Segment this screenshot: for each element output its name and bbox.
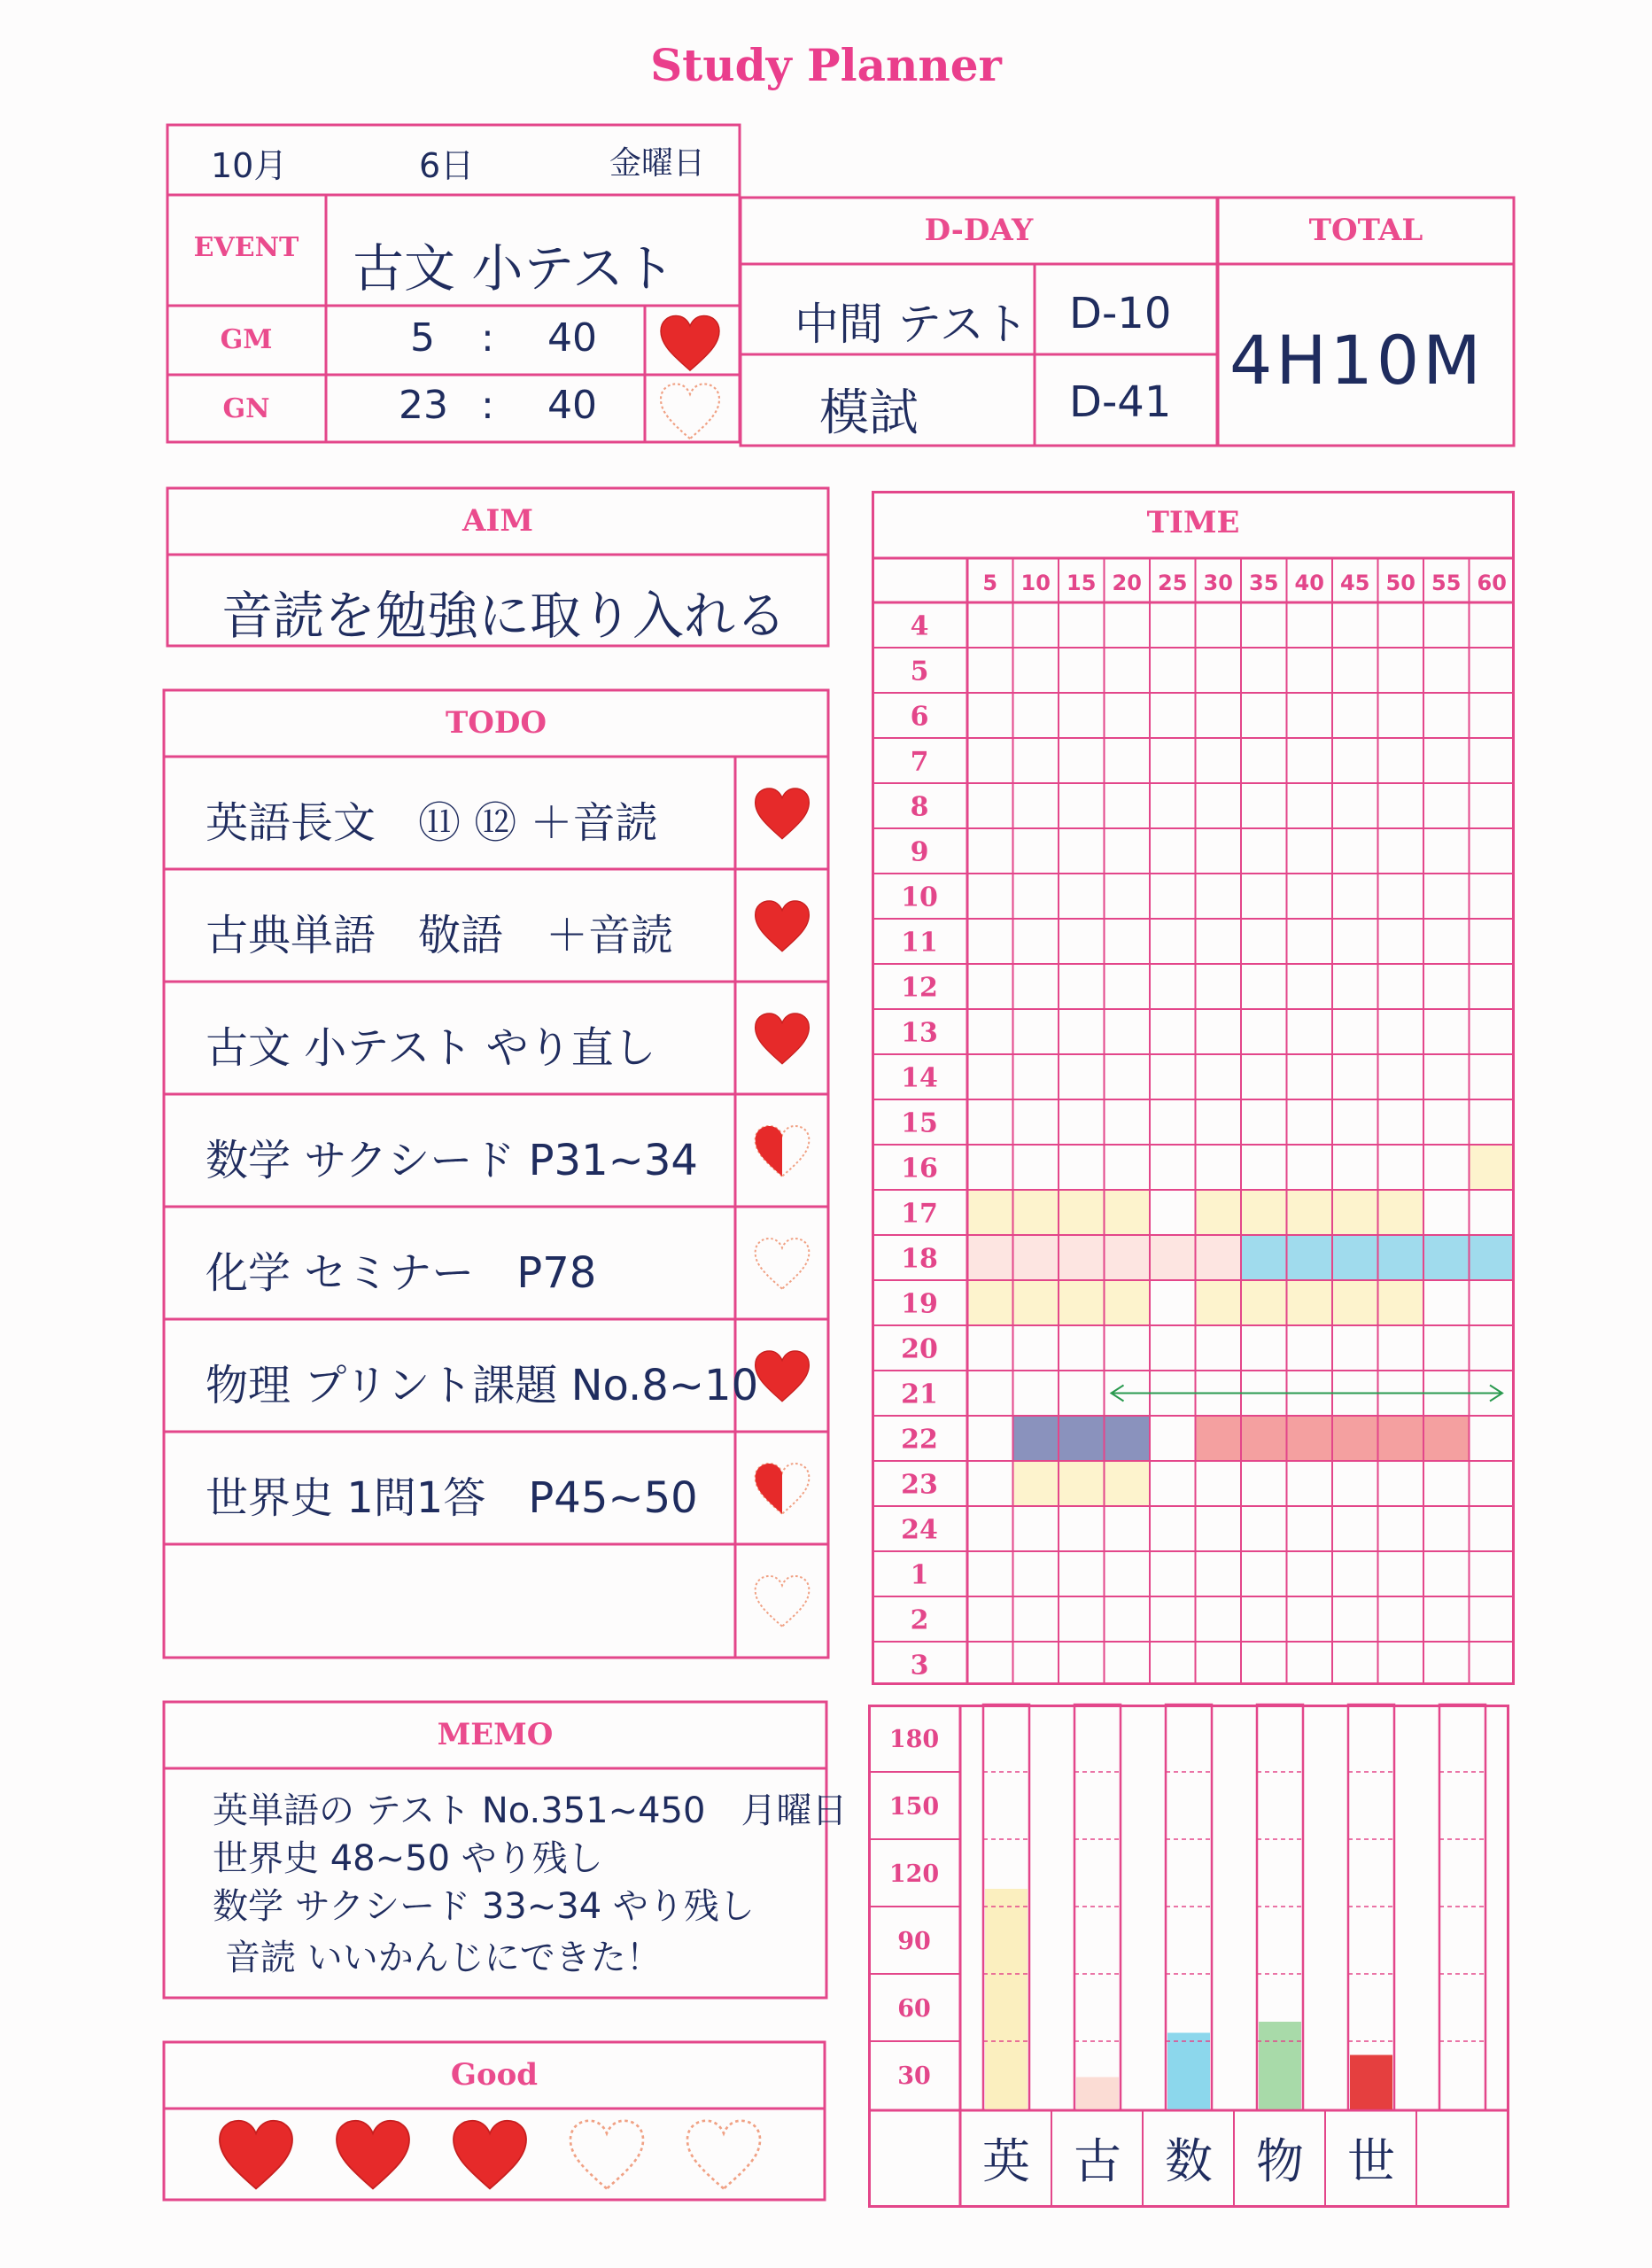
chart-bar-frame-6 xyxy=(1439,1705,1485,2110)
minute-label-40: 40 xyxy=(1294,571,1324,595)
chart-bar-3 xyxy=(1167,2033,1210,2111)
chart-ytick-label-60: 60 xyxy=(897,1995,931,2023)
gm-label: GM xyxy=(220,324,273,355)
hour-label-21: 21 xyxy=(901,1379,938,1410)
minute-label-20: 20 xyxy=(1112,571,1142,595)
dday-box xyxy=(740,197,1218,447)
hour-label-17: 17 xyxy=(901,1198,938,1230)
chart-ytick-label-150: 150 xyxy=(888,1793,940,1821)
minute-label-15: 15 xyxy=(1066,571,1097,595)
minute-label-35: 35 xyxy=(1249,571,1279,595)
hour-label-2: 2 xyxy=(910,1604,929,1636)
time-box xyxy=(872,491,1515,1685)
memo-line-1: 英単語の テスト No.351~450 月曜日 xyxy=(213,1790,848,1831)
todo-heart-icon-3 xyxy=(753,1012,811,1067)
hour-label-18: 18 xyxy=(901,1243,938,1275)
event-value: 古文 小テスト xyxy=(353,238,676,299)
hour-label-3: 3 xyxy=(910,1650,929,1682)
good-heart-icon-1 xyxy=(216,2119,296,2192)
todo-item-7: 世界史 1問1答 P45~50 xyxy=(206,1473,698,1523)
hour-label-24: 24 xyxy=(901,1514,938,1546)
gm-minute: 40 xyxy=(547,315,597,361)
minute-label-50: 50 xyxy=(1385,571,1415,595)
good-label: Good xyxy=(450,2057,539,2093)
todo-item-5: 化学 セミナー P78 xyxy=(206,1248,597,1298)
dday-1-name: 中間 テスト xyxy=(795,299,1028,350)
hour-label-9: 9 xyxy=(910,836,929,868)
hour-label-6: 6 xyxy=(910,701,929,733)
todo-box xyxy=(163,689,829,1658)
chart-category-label-3: 数 xyxy=(1165,2133,1213,2189)
todo-item-4: 数学 サクシード P31~34 xyxy=(206,1136,698,1185)
subject-chart-box xyxy=(868,1705,1509,2208)
minute-label-5: 5 xyxy=(982,571,998,595)
todo-heart-icon-7 xyxy=(753,1462,811,1517)
date-weekday: 金曜日 xyxy=(609,145,706,182)
minute-label-25: 25 xyxy=(1158,571,1188,595)
date-day: 6日 xyxy=(419,146,475,185)
todo-heart-icon-2 xyxy=(753,899,811,954)
gm-sep: : xyxy=(481,315,494,361)
minute-label-55: 55 xyxy=(1431,571,1462,595)
hour-label-10: 10 xyxy=(901,882,938,913)
hour-label-20: 20 xyxy=(901,1333,938,1365)
dday-2-name: 模試 xyxy=(819,384,919,442)
gn-label: GN xyxy=(222,393,270,424)
aim-label: AIM xyxy=(462,503,533,539)
total-box xyxy=(1217,197,1515,447)
gn-sep: : xyxy=(481,383,494,428)
hour-label-16: 16 xyxy=(901,1153,938,1184)
chart-ytick-label-90: 90 xyxy=(897,1928,931,1955)
todo-heart-icon-6 xyxy=(753,1349,811,1404)
aim-box xyxy=(167,487,829,647)
good-heart-icon-3 xyxy=(450,2119,530,2192)
memo-box xyxy=(163,1701,848,1999)
time-border xyxy=(873,493,1514,1684)
chart-ytick-label-180: 180 xyxy=(888,1726,940,1753)
hour-label-13: 13 xyxy=(901,1017,938,1049)
memo-line-4: 音読 いいかんじにできた！ xyxy=(225,1938,662,1978)
gn-minute: 40 xyxy=(547,383,597,428)
chart-bar-frame-2 xyxy=(1074,1705,1121,2110)
date-month: 10月 xyxy=(211,146,288,185)
total-value: 4H10M xyxy=(1229,321,1485,400)
chart-category-label-5: 世 xyxy=(1347,2133,1395,2189)
hour-label-7: 7 xyxy=(910,746,929,778)
chart-bar-1 xyxy=(985,1889,1028,2110)
gm-hour: 5 xyxy=(410,315,435,361)
todo-label: TODO xyxy=(445,705,547,741)
chart-bar-5 xyxy=(1350,2055,1392,2111)
dday-1-count: D-10 xyxy=(1069,289,1172,338)
chart-ytick-label-30: 30 xyxy=(897,2062,931,2090)
time-label: TIME xyxy=(1146,505,1240,540)
gm-heart-icon xyxy=(658,315,722,373)
chart-category-label-1: 英 xyxy=(982,2133,1030,2189)
event-label: EVENT xyxy=(193,232,299,263)
todo-item-3: 古文 小テスト やり直し xyxy=(206,1023,656,1073)
hour-label-1: 1 xyxy=(910,1559,929,1591)
hour-label-19: 19 xyxy=(901,1288,938,1320)
chart-bar-2 xyxy=(1076,2078,1119,2111)
todo-heart-icon-1 xyxy=(753,787,811,842)
hour-label-12: 12 xyxy=(901,972,938,1004)
good-heart-icon-4 xyxy=(567,2119,647,2192)
hour-label-4: 4 xyxy=(910,610,929,642)
hour-label-14: 14 xyxy=(901,1062,938,1094)
good-box xyxy=(163,2041,826,2201)
good-heart-icon-5 xyxy=(684,2119,764,2192)
todo-heart-icon-5 xyxy=(753,1237,811,1292)
memo-line-2: 世界史 48~50 やり残し xyxy=(213,1838,603,1879)
todo-item-1: 英語長文 ⑪ ⑫ ＋音読 xyxy=(206,798,658,848)
chart-category-label-4: 物 xyxy=(1256,2133,1304,2189)
hour-label-22: 22 xyxy=(901,1424,938,1456)
minute-label-30: 30 xyxy=(1203,571,1233,595)
memo-line-3: 数学 サクシード 33~34 やり残し xyxy=(213,1886,755,1927)
time-block-3 xyxy=(1470,1145,1516,1190)
time-block-8 xyxy=(1013,1416,1151,1461)
time-block-2 xyxy=(1196,1190,1424,1235)
dday-label: D-DAY xyxy=(924,213,1034,248)
subject-bar-chart xyxy=(868,1705,1509,2208)
chart-category-label-2: 古 xyxy=(1074,2133,1121,2189)
todo-heart-icon-8 xyxy=(753,1574,811,1629)
minute-label-60: 60 xyxy=(1477,571,1507,595)
chart-ytick-label-120: 120 xyxy=(888,1860,940,1888)
time-block-10 xyxy=(1013,1461,1151,1506)
hour-label-23: 23 xyxy=(901,1469,938,1501)
gn-hour: 23 xyxy=(399,383,448,428)
hour-label-8: 8 xyxy=(910,791,929,823)
aim-value: 音読を勉強に取り入れる xyxy=(221,586,787,646)
chart-bar-4 xyxy=(1259,2022,1301,2110)
chart-bar-frame-5 xyxy=(1348,1705,1394,2110)
dday-2-count: D-41 xyxy=(1069,377,1172,427)
date-event-box xyxy=(167,124,741,443)
memo-label: MEMO xyxy=(437,1717,554,1752)
todo-heart-icon-4 xyxy=(753,1124,811,1179)
hour-label-5: 5 xyxy=(910,656,929,687)
time-block-7 xyxy=(1196,1280,1424,1325)
page-title: Study Planner xyxy=(650,39,1002,91)
todo-item-2: 古典単語 敬語 ＋音読 xyxy=(206,911,674,960)
time-grid xyxy=(872,491,1515,1685)
minute-label-45: 45 xyxy=(1340,571,1370,595)
good-heart-icon-2 xyxy=(333,2119,413,2192)
minute-label-10: 10 xyxy=(1020,571,1051,595)
hour-label-11: 11 xyxy=(901,927,938,959)
todo-item-6: 物理 プリント課題 No.8~10 xyxy=(206,1361,759,1410)
chart-border xyxy=(870,1706,1509,2207)
total-label: TOTAL xyxy=(1308,213,1423,248)
gn-heart-icon xyxy=(658,383,722,441)
hour-label-15: 15 xyxy=(901,1107,938,1139)
